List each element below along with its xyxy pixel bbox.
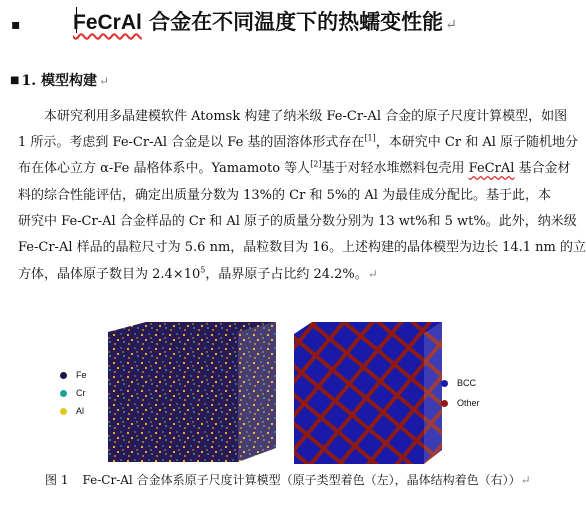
paragraph-line-1: 本研究利用多晶建模软件 Atomsk 构建了纳米级 Fe-Cr-Al 合金的原子尺度计算模型，如图 bbox=[44, 109, 568, 124]
paragraph-line-7: 方体，晶体原子数目为 $2.4\times 10^5$，晶界原子占比约 24.2%。↵ bbox=[18, 265, 378, 283]
legend-item-cr: Cr bbox=[60, 384, 87, 402]
figure-1 bbox=[0, 318, 554, 468]
citation-1: [1] bbox=[364, 133, 376, 143]
document-title[interactable] bbox=[73, 6, 503, 34]
section-title: 模型构建 bbox=[40, 73, 97, 89]
exponent: 5 bbox=[200, 265, 206, 275]
legend-item-bcc: BCC bbox=[441, 373, 480, 393]
legend-item-fe: Fe bbox=[60, 366, 87, 384]
paragraph-return-mark: ↵ bbox=[98, 74, 110, 88]
citation-2: [2] bbox=[310, 160, 322, 170]
atom-type-legend bbox=[60, 366, 87, 420]
section-number: 1. bbox=[21, 73, 37, 89]
section-heading[interactable] bbox=[10, 70, 109, 90]
heading-bullet-icon: ■ bbox=[10, 75, 20, 86]
paragraph-return-mark: ↵ bbox=[445, 17, 457, 33]
cube-atom-types bbox=[108, 322, 276, 462]
paragraph-return-mark: ↵ bbox=[367, 267, 378, 282]
caption-number: 图 1 bbox=[45, 473, 69, 487]
body-paragraph[interactable] bbox=[18, 104, 586, 287]
paragraph-line-4: 料的综合性能评估，确定出质量分数为 13%的 Cr 和 5%的 Al 为最佳成分配比。基于此，本 bbox=[18, 187, 552, 203]
paragraph-return-mark: ↵ bbox=[520, 473, 531, 487]
paragraph-line-3: 布在体心立方 α-Fe 晶格体系中。Yamamoto 等人[2]基于对轻水堆燃料包壳用 FeCrAl 基合金材 bbox=[18, 160, 571, 177]
paragraph-line-2: 1 所示。考虑到 Fe-Cr-Al 合金是以 Fe 基的固溶体形式存在[1]，本研究中 Cr 和 Al 原子随机地分 bbox=[18, 133, 579, 151]
cube-crystal-structure bbox=[294, 322, 442, 464]
structure-legend bbox=[441, 373, 480, 413]
spellcheck-word: FeCrAl bbox=[468, 161, 515, 177]
bullet-marker: ▪ bbox=[11, 17, 21, 33]
paragraph-line-5: 研究中 Fe-Cr-Al 合金样品的 Cr 和 Al 原子的质量分数分别为 13 wt%和 5 wt%。此外，纳米级 bbox=[18, 213, 577, 229]
figure-caption[interactable] bbox=[45, 471, 531, 488]
legend-item-al: Al bbox=[60, 402, 87, 420]
caption-text: Fe-Cr-Al 合金体系原子尺度计算模型（原子类型着色（左），晶体结构着色（右）） bbox=[82, 473, 521, 487]
paragraph-line-6: Fe-Cr-Al 样品的晶粒尺寸为 5.6 nm，晶粒数目为 16。上述构建的晶体模型为边长 14.1 nm 的立 bbox=[18, 239, 586, 255]
title-latin: FeCrAl bbox=[73, 11, 142, 34]
legend-item-other: Other bbox=[441, 393, 480, 413]
title-rest: 合金在不同温度下的热蠕变性能 bbox=[141, 9, 444, 34]
